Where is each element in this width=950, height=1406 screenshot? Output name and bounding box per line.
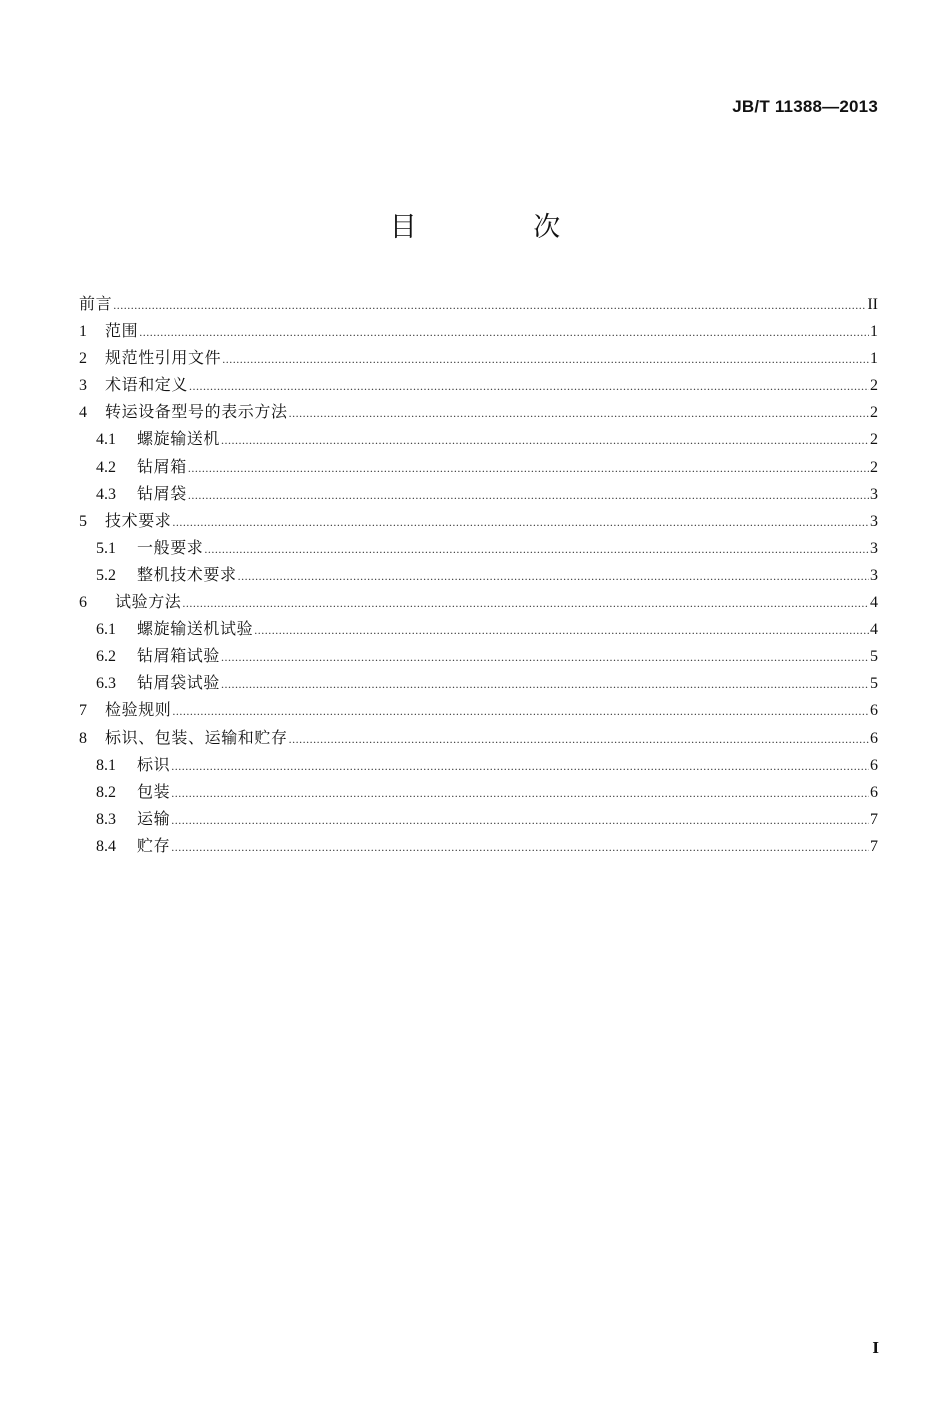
toc-subentry[interactable] — [79, 778, 878, 805]
toc-entry-title: 贮存 — [137, 835, 171, 855]
toc-entry-page: II — [867, 296, 878, 313]
dot-leader — [189, 373, 869, 400]
toc-entry-number: 4.1 — [96, 431, 116, 449]
toc-entry-page: 7 — [870, 837, 878, 855]
toc-entry-page: 2 — [870, 431, 878, 449]
toc-entry-page: 4 — [870, 621, 878, 639]
dot-leader — [221, 671, 869, 698]
toc-entry-page: 2 — [870, 458, 878, 476]
toc-entry-number: 8.3 — [96, 810, 116, 828]
toc-entry-title: 整机技术要求 — [137, 564, 237, 584]
dot-leader — [171, 807, 869, 834]
toc-title: 目 次 — [389, 212, 615, 243]
dot-leader — [172, 698, 869, 725]
toc-subentry[interactable] — [79, 615, 878, 642]
toc-subentry[interactable] — [79, 751, 878, 778]
toc-entry-number: 3 — [79, 377, 87, 395]
toc-entry-page: 6 — [870, 783, 878, 801]
toc-entry-title: 规范性引用文件 — [105, 348, 222, 368]
toc-entry-page: 6 — [870, 702, 878, 720]
toc-entry[interactable] — [79, 696, 878, 723]
toc-entry-page: 2 — [870, 377, 878, 395]
toc-subentry[interactable] — [79, 561, 878, 588]
toc-entry-title: 螺旋输送机试验 — [137, 619, 254, 639]
toc-entry-number: 4.2 — [96, 458, 116, 476]
toc-entry[interactable] — [79, 317, 878, 344]
toc-entry-number: 8.2 — [96, 783, 116, 801]
toc-entry-number: 8.1 — [96, 756, 116, 774]
toc-entry-page: 3 — [870, 512, 878, 530]
toc-entry-page: 3 — [870, 566, 878, 584]
toc-entry-title: 转运设备型号的表示方法 — [105, 402, 288, 422]
toc-entry-title: 前言 — [79, 294, 113, 313]
dot-leader — [188, 482, 869, 509]
toc-subentry[interactable] — [79, 642, 878, 669]
toc-entry-number: 4.3 — [96, 485, 116, 503]
toc-subentry[interactable] — [79, 832, 878, 859]
toc-entry-page: 1 — [870, 350, 878, 368]
toc-entry-title: 标识、包装、运输和贮存 — [105, 727, 288, 747]
toc-entry-number: 6.2 — [96, 648, 116, 666]
toc-entry-page: 5 — [870, 648, 878, 666]
toc-entry-number: 8 — [79, 729, 87, 747]
toc-entry-title: 钻屑箱 — [137, 456, 187, 476]
dot-leader — [221, 644, 869, 671]
toc-entry-page: 6 — [870, 729, 878, 747]
toc-entry-title: 范围 — [105, 321, 139, 341]
toc-entry-number: 5.2 — [96, 566, 116, 584]
toc-entry-number: 6 — [79, 594, 87, 612]
toc-entry-title: 标识 — [137, 754, 171, 774]
toc-subentry[interactable] — [79, 453, 878, 480]
toc-entry-title: 运输 — [137, 808, 171, 828]
dot-leader — [222, 346, 869, 373]
toc-entry-number: 6.1 — [96, 621, 116, 639]
dot-leader — [221, 427, 869, 454]
toc-entry-number: 4 — [79, 404, 87, 422]
toc-entry[interactable] — [79, 398, 878, 425]
toc-entry-number: 6.3 — [96, 675, 116, 693]
toc-entry[interactable] — [79, 371, 878, 398]
dot-leader — [254, 617, 869, 644]
toc-entry-page: 4 — [870, 594, 878, 612]
toc-entry-title: 技术要求 — [105, 510, 172, 530]
toc-entry-number: 8.4 — [96, 837, 116, 855]
toc-entry-page: 3 — [870, 539, 878, 557]
dot-leader — [188, 455, 869, 482]
toc-entry-title: 钻屑袋 — [137, 483, 187, 503]
dot-leader — [289, 400, 869, 427]
page-number: I — [872, 1338, 879, 1357]
toc-subentry[interactable] — [79, 425, 878, 452]
dot-leader — [172, 509, 869, 536]
dot-leader — [238, 563, 869, 590]
toc-entry-page: 7 — [870, 810, 878, 828]
toc-entry[interactable] — [79, 344, 878, 371]
dot-leader — [139, 319, 869, 346]
dot-leader — [171, 753, 869, 780]
toc-entry[interactable] — [79, 724, 878, 751]
toc-entry[interactable] — [79, 507, 878, 534]
dot-leader — [204, 536, 869, 563]
toc-entry-title: 一般要求 — [137, 537, 204, 557]
toc-entry-number: 5.1 — [96, 539, 116, 557]
dot-leader — [182, 590, 869, 617]
toc-entry-title: 术语和定义 — [105, 375, 189, 395]
dot-leader — [171, 780, 869, 807]
toc-entry-number: 2 — [79, 350, 87, 368]
toc-entry-page: 6 — [870, 756, 878, 774]
dot-leader — [289, 726, 869, 753]
toc-entry-title: 检验规则 — [105, 700, 172, 720]
toc-entry[interactable] — [79, 588, 878, 615]
toc-subentry[interactable] — [79, 805, 878, 832]
toc-entry-page: 1 — [870, 323, 878, 341]
toc-subentry[interactable] — [79, 669, 878, 696]
toc-entry[interactable] — [79, 290, 878, 317]
toc-entry-title: 钻屑箱试验 — [137, 646, 221, 666]
toc-entry-title: 钻屑袋试验 — [137, 673, 221, 693]
toc-entry-page: 3 — [870, 485, 878, 503]
dot-leader — [113, 292, 866, 319]
toc-entry-title: 包装 — [137, 781, 171, 801]
table-of-contents — [79, 290, 878, 859]
toc-entry-title: 试验方法 — [115, 592, 182, 612]
dot-leader — [171, 834, 869, 861]
toc-entry-page: 5 — [870, 675, 878, 693]
toc-entry-page: 2 — [870, 404, 878, 422]
toc-entry-title: 螺旋输送机 — [137, 429, 221, 449]
toc-entry-number: 7 — [79, 702, 87, 720]
standard-code: JB/T 11388—2013 — [732, 97, 878, 116]
toc-subentry[interactable] — [79, 534, 878, 561]
toc-entry-number: 5 — [79, 512, 87, 530]
toc-entry-number: 1 — [79, 323, 87, 341]
toc-subentry[interactable] — [79, 480, 878, 507]
